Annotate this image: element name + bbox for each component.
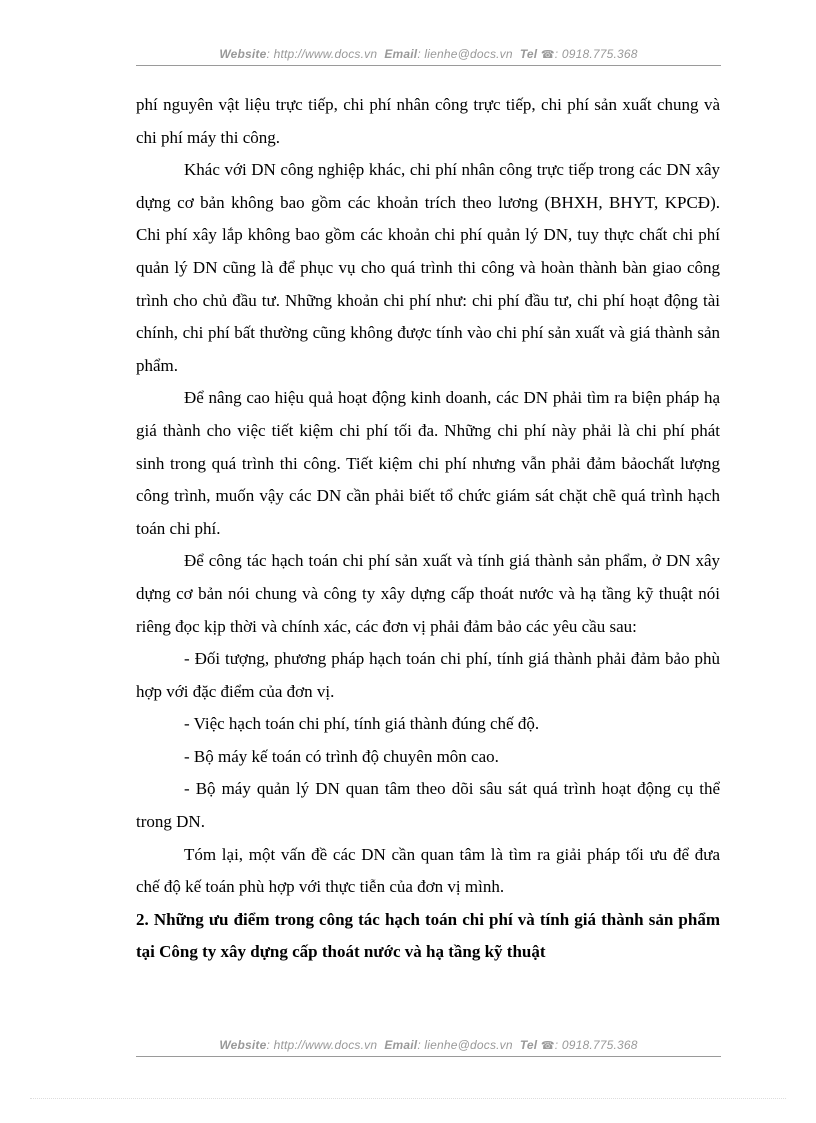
page-header — [136, 47, 721, 66]
footer-tel-value: : 0918.775.368 — [554, 1038, 638, 1052]
document-body — [136, 89, 720, 969]
header-tel-label: Tel — [519, 47, 538, 61]
paragraph-continuation: phí nguyên vật liệu trực tiếp, chi phí nhân công trực tiếp, chi phí sản xuất chung và chi phí máy thi công. — [136, 95, 720, 147]
paragraph: Để nâng cao hiệu quả hoạt động kinh doanh, các DN phải tìm ra biện pháp hạ giá thành cho việc tiết kiệm chi phí tối đa. Những chi phí này phải là chi phí phát sinh trong quá trình thi công. Tiết kiệm chi phí nhưng vẫn phải đảm bảochất lượng công trình, muốn vậy các DN cần phải biết tổ chức giám sát chặt chẽ quá trình hạch toán chi phí. — [136, 388, 720, 538]
footer-website-label: Website — [219, 1038, 267, 1052]
header-website-value[interactable]: : http://www.docs.vn — [266, 47, 378, 61]
paragraph: Tóm lại, một vấn đề các DN cần quan tâm là tìm ra giải pháp tối ưu để đưa chế độ kế toán phù hợp với thực tiễn của đơn vị mình. — [136, 844, 720, 897]
phone-icon: ☎ — [540, 1040, 555, 1052]
list-item: - Việc hạch toán chi phí, tính giá thành đúng chế độ. — [184, 714, 540, 734]
footer-email-label: Email — [384, 1038, 418, 1052]
phone-icon: ☎ — [540, 49, 555, 61]
paragraph: Khác với DN công nghiệp khác, chi phí nhân công trực tiếp trong các DN xây dựng cơ bản không bao gồm các khoản trích theo lương (BHXH, BHYT, KPCĐ). Chi phí xây lắp không bao gồm các khoản chi phí quản lý DN, tuy thực chất chi phí quản lý DN cũng là để phục vụ cho quá trình thi công và hoàn thành bàn giao công trình cho chủ đầu tư. Những khoản chi phí như: chi phí đầu tư, chi phí hoạt động tài chính, chi phí bất thường cũng không được tính vào chi phí sản xuất và giá thành sản phẩm. — [136, 160, 720, 375]
list-item: - Bộ máy quản lý DN quan tâm theo dõi sâu sát quá trình hoạt động cụ thể trong DN. — [136, 779, 720, 832]
header-email-label: Email — [384, 47, 418, 61]
page-footer — [136, 1038, 721, 1057]
list-item: - Bộ máy kế toán có trình độ chuyên môn cao. — [184, 746, 499, 766]
header-email-value[interactable]: : lienhe@docs.vn — [417, 47, 513, 61]
list-item: - Đối tượng, phương pháp hạch toán chi phí, tính giá thành phải đảm bảo phù hợp với đặc điểm của đơn vị. — [136, 649, 720, 701]
paragraph: Để công tác hạch toán chi phí sản xuất và tính giá thành sản phẩm, ở DN xây dựng cơ bản nói chung và công ty xây dựng cấp thoát nước và hạ tầng kỹ thuật nói riêng đọc kịp thời và chính xác, các đơn vị phải đảm bảo các yêu cầu sau: — [136, 551, 720, 636]
footer-website-value[interactable]: : http://www.docs.vn — [266, 1038, 378, 1052]
section-heading: 2. Những ưu điểm trong công tác hạch toán chi phí và tính giá thành sản phẩm tại Công ty xây dựng cấp thoát nước và hạ tầng kỹ thuật — [136, 909, 720, 962]
header-tel-value: : 0918.775.368 — [554, 47, 638, 61]
header-website-label: Website — [219, 47, 267, 61]
footer-email-value[interactable]: : lienhe@docs.vn — [417, 1038, 513, 1052]
footer-tel-label: Tel — [519, 1038, 538, 1052]
page-edge-divider — [30, 1098, 786, 1099]
